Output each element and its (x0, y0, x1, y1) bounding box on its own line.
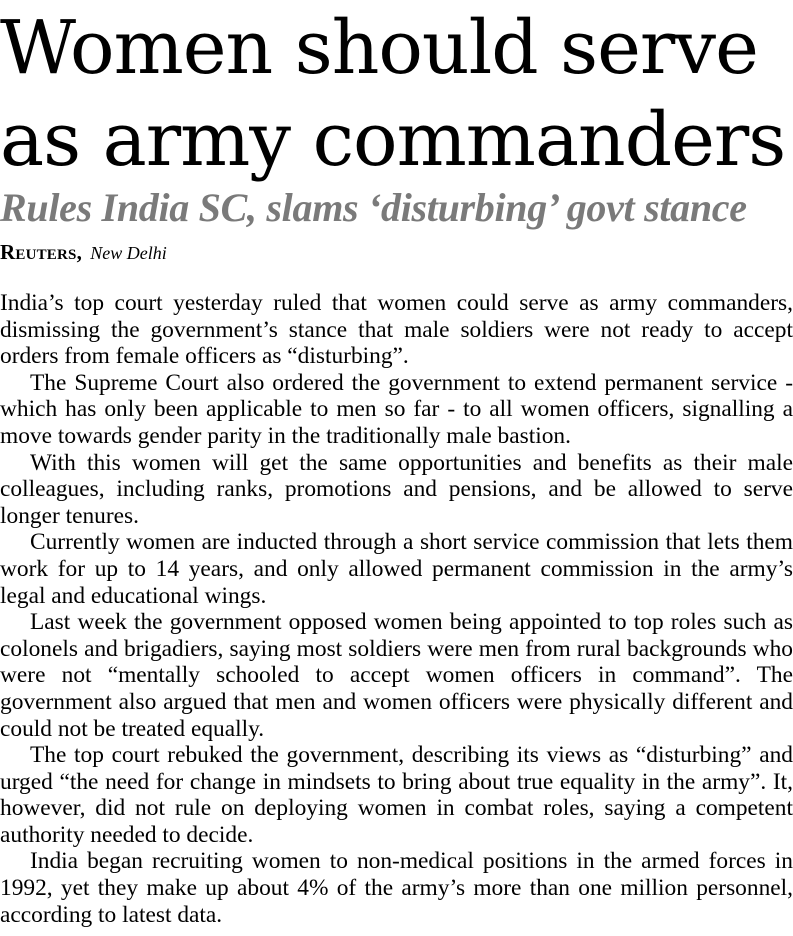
byline-location: New Delhi (90, 243, 167, 263)
article-byline (0, 240, 167, 265)
byline-agency: Reuters, (0, 240, 83, 264)
article-paragraph: India began recruiting women to non-medical positions in the armed forces in 1992, yet they make up about 4% of the army’s more than one million personnel, according to latest data. (0, 848, 793, 928)
article-headline (0, 2, 793, 186)
article-paragraph: With this women will get the same opportunities and benefits as their male colleagues, including ranks, promotions and pensions, and be allowed to serve longer tenures. (0, 449, 793, 529)
article-paragraph: India’s top court yesterday ruled that women could serve as army commanders, dismissing the government’s stance that male soldiers were not ready to accept orders from female officers as “disturbing”. (0, 290, 793, 370)
article-body (0, 290, 793, 928)
article-paragraph: The Supreme Court also ordered the government to extend permanent service - which has only been applicable to men so far - to all women officers, signalling a move towards gender parity in the traditionally male bastion. (0, 369, 793, 449)
headline-line-1: Women should serve (0, 5, 758, 91)
article-paragraph: Currently women are inducted through a short service commission that lets them work for up to 14 years, and only allowed permanent commission in the army’s legal and educational wings. (0, 529, 793, 609)
article-paragraph: Last week the government opposed women being appointed to top roles such as colonels and brigadiers, saying most soldiers were men from rural backgrounds who were not “mentally schooled to accept women officers in command”. The government also argued that men and women officers were physically different and could not be treated equally. (0, 609, 793, 742)
article-paragraph: The top court rebuked the government, describing its views as “disturbing” and urged “the need for change in mindsets to bring about true equality in the army”. It, however, did not rule on deploying women in combat roles, saying a competent authority needed to decide. (0, 742, 793, 848)
article-subheadline: Rules India SC, slams ‘disturbing’ govt stance (0, 185, 747, 230)
headline-line-2: as army commanders (0, 97, 786, 183)
